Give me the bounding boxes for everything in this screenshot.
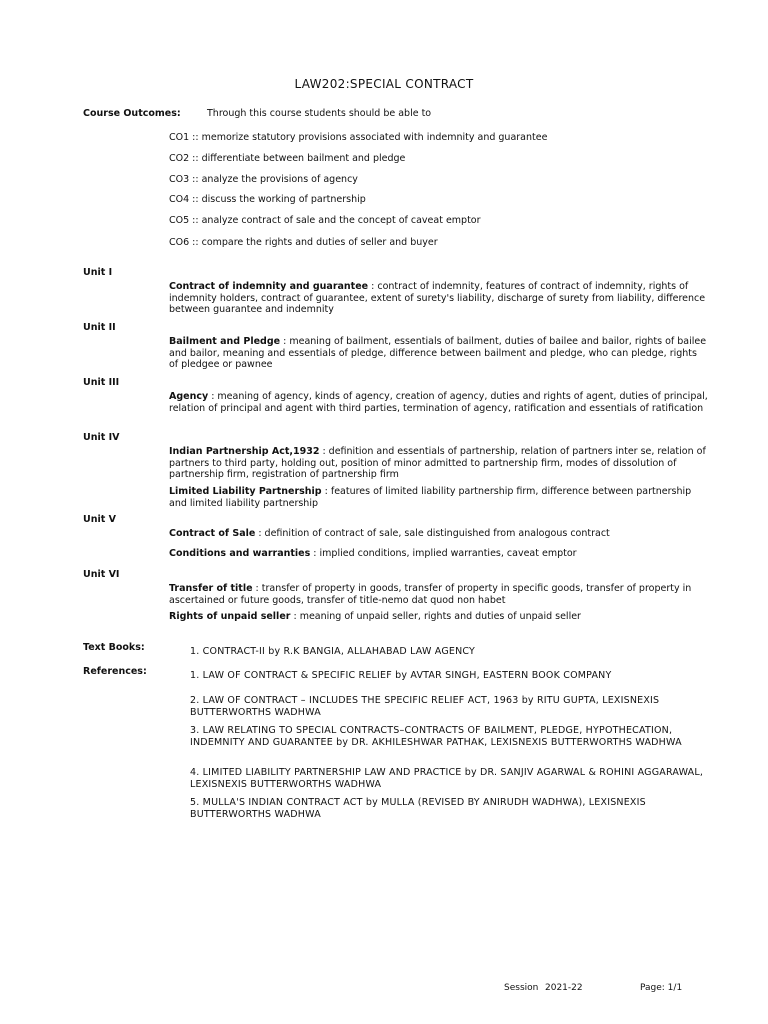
unit-topic-heading: Bailment and Pledge <box>169 336 281 347</box>
course-outcome-item: CO5 :: analyze contract of sale and the concept of caveat emptor <box>169 215 481 226</box>
reference-item: 3. LAW RELATING TO SPECIAL CONTRACTS–CONTRACTS OF BAILMENT, PLEDGE, HYPOTHECATION, INDEMNITY AND GUARANTEE by DR. AKHILESHWAR PATHAK, LEXISNEXIS BUTTERWORTHS WADHWA <box>190 725 682 748</box>
references-label: References: <box>83 666 147 677</box>
session-label: Session <box>504 983 539 993</box>
unit-topic-heading: Limited Liability Partnership <box>169 486 322 497</box>
unit-topic-heading: Agency <box>169 391 209 402</box>
page-number: Page: 1/1 <box>640 983 683 993</box>
course-outcome-item: CO6 :: compare the rights and duties of seller and buyer <box>169 237 438 248</box>
course-outcomes-label: Course Outcomes: <box>83 108 181 119</box>
reference-item: 5. MULLA'S INDIAN CONTRACT ACT by MULLA (REVISED BY ANIRUDH WADHWA), LEXISNEXIS BUTTERWORTHS WADHWA <box>190 797 646 820</box>
unit-label: Unit II <box>83 322 116 333</box>
unit-label: Unit I <box>83 267 113 278</box>
course-outcomes-intro: Through this course students should be able to <box>207 108 432 119</box>
unit-topic-text: : meaning of unpaid seller, rights and duties of unpaid seller <box>290 611 581 622</box>
reference-item: 2. LAW OF CONTRACT – INCLUDES THE SPECIFIC RELIEF ACT, 1963 by RITU GUPTA, LEXISNEXIS BUTTERWORTHS WADHWA <box>190 695 660 718</box>
unit-topic-heading: Rights of unpaid seller <box>169 611 291 622</box>
unit-content <box>169 583 709 606</box>
text-books-label: Text Books: <box>83 642 145 653</box>
unit-content <box>169 486 709 509</box>
reference-item: 4. LIMITED LIABILITY PARTNERSHIP LAW AND PRACTICE by DR. SANJIV AGARWAL & ROHINI AGGARAWAL, LEXISNEXIS BUTTERWORTHS WADHWA <box>190 767 704 790</box>
unit-topic-heading: Transfer of title <box>169 583 253 594</box>
course-outcome-item: CO3 :: analyze the provisions of agency <box>169 174 358 185</box>
unit-topic-text: : meaning of agency, kinds of agency, creation of agency, duties and rights of agent, duties of principal, relation of principal and agent with third parties, termination of agency, ratification and essentials of ratification <box>169 391 708 414</box>
unit-label: Unit V <box>83 514 116 525</box>
page-title: LAW202:SPECIAL CONTRACT <box>294 77 474 91</box>
unit-content <box>169 528 709 540</box>
unit-label: Unit VI <box>83 569 120 580</box>
unit-topic-text: : contract of indemnity, features of contract of indemnity, rights of indemnity holders, contract of guarantee, extent of surety's liability, discharge of surety from liability, difference between guarantee and indemnity <box>169 281 706 315</box>
unit-content <box>169 281 709 316</box>
unit-topic-heading: Contract of Sale <box>169 528 256 539</box>
unit-content <box>169 446 709 481</box>
unit-label: Unit IV <box>83 432 120 443</box>
unit-topic-heading: Conditions and warranties <box>169 548 311 559</box>
unit-topic-heading: Indian Partnership Act,1932 <box>169 446 320 457</box>
course-outcome-item: CO4 :: discuss the working of partnership <box>169 194 366 205</box>
unit-topic-text: : definition and essentials of partnership, relation of partners inter se, relation of partners to third party, holding out, position of minor admitted to partnership firm, modes of dissolution of partnership firm, registration of partnership firm <box>169 446 706 480</box>
unit-topic-text: : definition of contract of sale, sale distinguished from analogous contract <box>255 528 610 539</box>
course-outcome-item: CO1 :: memorize statutory provisions associated with indemnity and guarantee <box>169 132 548 143</box>
unit-content <box>169 336 709 371</box>
unit-topic-text: : meaning of bailment, essentials of bailment, duties of bailee and bailor, rights of bailee and bailor, meaning and essentials of pledge, difference between bailment and pledge, who can pledge, rights of pledgee or pawnee <box>169 336 707 370</box>
course-outcome-item: CO2 :: differentiate between bailment and pledge <box>169 153 406 164</box>
unit-topic-text: : implied conditions, implied warranties, caveat emptor <box>310 548 577 559</box>
unit-content <box>169 611 709 623</box>
unit-content <box>169 548 709 560</box>
unit-topic-heading: Contract of indemnity and guarantee <box>169 281 369 292</box>
unit-topic-text: : features of limited liability partnership firm, difference between partnership and limited liability partnership <box>169 486 692 509</box>
unit-label: Unit III <box>83 377 120 388</box>
reference-item: 1. LAW OF CONTRACT & SPECIFIC RELIEF by AVTAR SINGH, EASTERN BOOK COMPANY <box>190 670 612 681</box>
unit-topic-text: : transfer of property in goods, transfer of property in specific goods, transfer of property in ascertained or future goods, transfer of title-nemo dat quod non habet <box>169 583 692 606</box>
session-value: 2021-22 <box>545 983 583 993</box>
text-book-item: 1. CONTRACT-II by R.K BANGIA, ALLAHABAD LAW AGENCY <box>190 646 476 657</box>
unit-content <box>169 391 709 414</box>
